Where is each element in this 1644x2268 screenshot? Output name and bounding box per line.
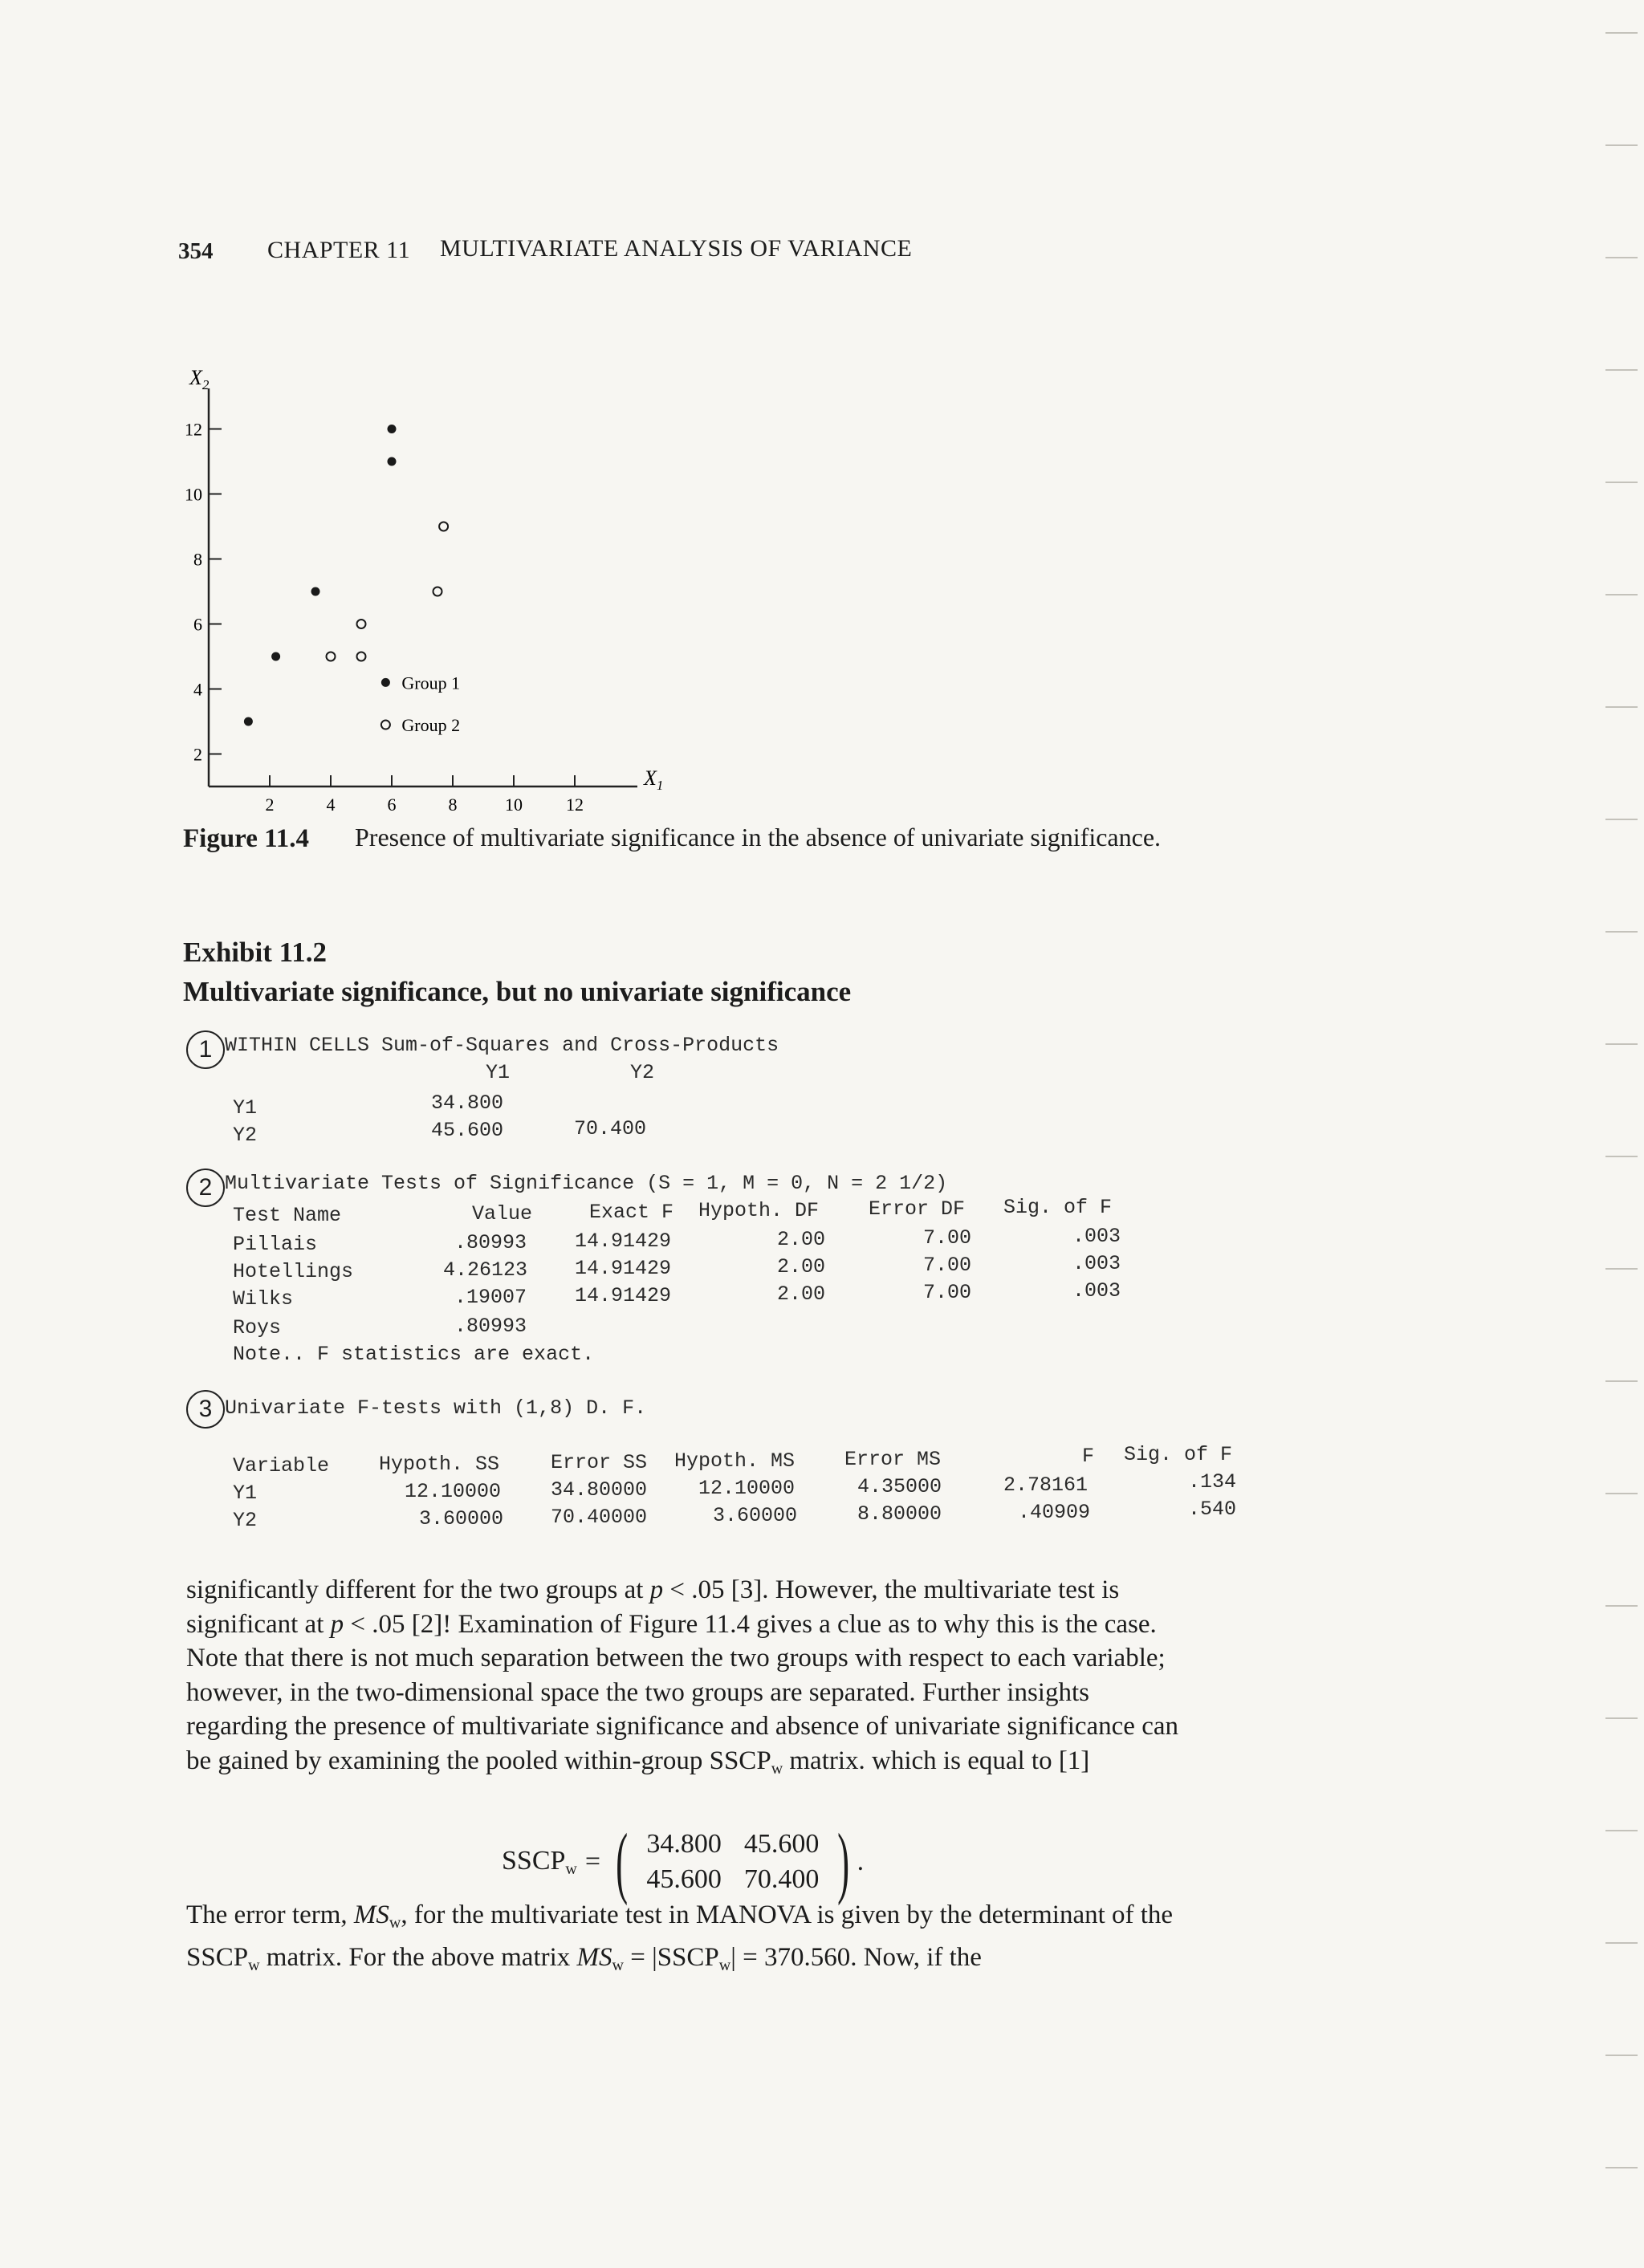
scan-edge-mark — [1605, 257, 1638, 258]
mv-cell: 7.00 — [923, 1226, 972, 1250]
subscript: w — [612, 1956, 624, 1974]
x-tick-label: 6 — [387, 795, 397, 815]
scan-edge-mark — [1605, 1717, 1638, 1719]
uv-header: Error SS — [551, 1451, 648, 1474]
ms-symbol: MS — [353, 1900, 389, 1929]
scan-edge-mark — [1605, 1942, 1638, 1944]
matrix-cell: 70.400 — [743, 1864, 820, 1894]
sscp-equation — [502, 1817, 865, 1906]
equation-period: . — [857, 1847, 865, 1876]
uv-header: Sig. of F — [1124, 1443, 1233, 1466]
body-text: < .05 [2]! Examination of Figure 11.4 gives a clue as to why this is the case. Note that there is not much separation between the two groups with respect to each variable; however, in the two-dimensional space the two groups are separated. Further insights regarding the presence of multivariate significance and absence of univariate significance can be gained by examining the pooled within-group SSCP — [186, 1609, 1179, 1775]
mv-cell: .003 — [1072, 1252, 1121, 1275]
mv-header: Value — [472, 1202, 533, 1225]
equals-sign: = — [584, 1847, 601, 1876]
sscp-cell: 45.600 — [431, 1119, 504, 1142]
mv-cell: .19007 — [454, 1286, 527, 1309]
group2-point — [357, 620, 366, 628]
subscript: w — [389, 1914, 401, 1932]
mv-cell: 7.00 — [923, 1281, 972, 1304]
body-text: matrix. which is equal to [1] — [783, 1746, 1090, 1775]
matrix-cell: 45.600 — [646, 1864, 722, 1894]
body-text: The error term, — [186, 1900, 354, 1929]
y-axis-label: $X_2$ — [189, 366, 210, 392]
uv-header: Hypoth. MS — [674, 1449, 796, 1473]
legend-group2-label: Group 2 — [401, 715, 461, 736]
scan-edge-mark — [1605, 706, 1638, 708]
body-paragraph — [186, 1573, 1186, 1786]
figure-caption: Presence of multivariate significance in the absence of univariate significance. — [355, 823, 1162, 852]
y-tick-label: 4 — [193, 679, 202, 700]
y-tick-label: 6 — [193, 614, 202, 635]
mv-cell: .80993 — [454, 1231, 527, 1254]
scan-edge-mark — [1605, 2055, 1638, 2056]
mv-header: Test Name — [233, 1204, 342, 1227]
exhibit-title: Multivariate significance, but no univariate significance — [183, 976, 852, 1007]
page-number: 354 — [178, 238, 214, 264]
group1-point — [244, 717, 253, 726]
sscp-cell: 70.400 — [574, 1117, 647, 1140]
body-text: | = 370.560. Now, if the — [730, 1942, 982, 1972]
mv-header: Exact F — [589, 1201, 674, 1224]
uv-cell: Y2 — [233, 1509, 258, 1532]
group2-point — [327, 652, 336, 661]
uv-cell: 2.78161 — [1003, 1473, 1089, 1497]
scan-edge-mark — [1605, 1830, 1638, 1831]
group1-point — [388, 425, 397, 433]
body-text: matrix. For the above matrix — [259, 1942, 577, 1972]
scan-edge-mark — [1605, 1493, 1638, 1494]
x-tick-label: 10 — [505, 795, 523, 815]
uv-cell: 8.80000 — [857, 1502, 942, 1526]
uv-header: Error MS — [844, 1448, 942, 1471]
sscp-heading: WITHIN CELLS Sum-of-Squares and Cross-Products — [225, 1034, 779, 1057]
section-marker-1: 1 — [186, 1030, 225, 1069]
mv-cell: 14.91429 — [575, 1284, 672, 1307]
scatter-plot — [144, 325, 664, 815]
running-title: MULTIVARIATE ANALYSIS OF VARIANCE — [440, 235, 913, 262]
plot-legend — [381, 673, 460, 735]
mv-cell: .003 — [1072, 1279, 1121, 1303]
mv-cell: 14.91429 — [575, 1257, 672, 1280]
sscp-row-label: Y2 — [233, 1124, 258, 1147]
uv-tests-heading: Univariate F-tests with (1,8) D. F. — [225, 1396, 647, 1420]
group1-point — [311, 587, 320, 596]
uv-header: Hypoth. SS — [379, 1453, 500, 1476]
uv-header: Variable — [233, 1454, 330, 1477]
mv-header: Error DF — [869, 1197, 966, 1221]
x-tick-label: 12 — [566, 795, 584, 815]
sscp-cell: 34.800 — [431, 1091, 504, 1115]
body-text: significantly different for the two groups at — [186, 1575, 650, 1604]
y-tick-label: 10 — [185, 484, 202, 505]
uv-cell: 12.10000 — [405, 1480, 502, 1503]
matrix-cell: 45.600 — [743, 1829, 820, 1859]
group2-point — [439, 522, 448, 531]
mv-cell: Pillais — [233, 1233, 318, 1256]
mv-cell: 2.00 — [777, 1228, 826, 1251]
group2-point — [433, 587, 442, 596]
equation-lhs-text: SSCP — [502, 1845, 566, 1876]
mv-tests-heading: Multivariate Tests of Significance (S = 1, M = 0, N = 2 1/2) — [225, 1172, 948, 1195]
scan-edge-mark — [1605, 1043, 1638, 1045]
p-symbol: p — [330, 1609, 344, 1639]
exhibit-label: Exhibit 11.2 — [183, 937, 327, 968]
scan-edge-mark — [1605, 1380, 1638, 1382]
scan-edge-mark — [1605, 931, 1638, 933]
uv-header: F — [1082, 1445, 1095, 1468]
mv-cell: 4.26123 — [443, 1258, 528, 1282]
uv-cell: .540 — [1188, 1498, 1237, 1521]
subscript: w — [248, 1956, 260, 1974]
y-tick-label: 8 — [193, 549, 202, 570]
sscp-row-label: Y1 — [233, 1096, 258, 1120]
scan-edge-mark — [1605, 1156, 1638, 1157]
uv-cell: 4.35000 — [857, 1475, 942, 1498]
legend-group2-marker — [381, 721, 390, 730]
uv-cell: .134 — [1188, 1470, 1237, 1494]
plot-ticks — [185, 420, 584, 815]
p-symbol: p — [649, 1575, 664, 1604]
uv-cell: 12.10000 — [698, 1477, 796, 1500]
mv-cell: Roys — [233, 1316, 282, 1339]
mv-note: Note.. F statistics are exact. — [233, 1343, 595, 1366]
right-paren: ) — [837, 1817, 850, 1906]
scan-edge-mark — [1605, 32, 1638, 34]
subscript: w — [771, 1759, 783, 1778]
uv-cell: 34.80000 — [551, 1478, 648, 1502]
sscp-col-header-2: Y2 — [630, 1061, 655, 1084]
group2-point — [357, 652, 366, 661]
uv-cell: 3.60000 — [713, 1504, 798, 1527]
section-marker-2: 2 — [186, 1169, 225, 1207]
scan-edge-mark — [1605, 144, 1638, 146]
scan-edge-mark — [1605, 819, 1638, 820]
mv-cell: 14.91429 — [575, 1230, 672, 1253]
scan-edge-mark — [1605, 369, 1638, 371]
x-tick-label: 2 — [265, 795, 275, 815]
mv-header: Sig. of F — [1003, 1196, 1113, 1219]
scan-edge-mark — [1605, 1605, 1638, 1607]
uv-cell: Y1 — [233, 1482, 258, 1505]
matrix-cell: 34.800 — [646, 1829, 722, 1859]
uv-cell: .40909 — [1018, 1501, 1091, 1524]
left-paren: ( — [616, 1817, 629, 1906]
subscript: w — [718, 1956, 731, 1974]
sscp-matrix — [635, 1827, 830, 1897]
mv-cell: .003 — [1072, 1225, 1121, 1248]
mv-cell: .80993 — [454, 1315, 527, 1338]
sscp-col-header-1: Y1 — [486, 1061, 511, 1084]
group1-point — [271, 652, 280, 661]
x-tick-label: 4 — [326, 795, 336, 815]
body-text: = |SSCP — [623, 1942, 719, 1972]
chapter-label: CHAPTER 11 — [267, 237, 411, 263]
x-tick-label: 8 — [448, 795, 458, 815]
mv-cell: 7.00 — [923, 1254, 972, 1277]
scan-edge-mark — [1605, 594, 1638, 595]
mv-cell: Wilks — [233, 1287, 294, 1311]
mv-cell: 2.00 — [777, 1282, 826, 1306]
scan-edge-mark — [1605, 482, 1638, 483]
legend-group1-label: Group 1 — [401, 673, 461, 693]
uv-cell: 3.60000 — [419, 1507, 504, 1530]
figure-label: Figure 11.4 — [183, 824, 310, 853]
ms-symbol: MS — [576, 1942, 612, 1972]
equation-lhs — [502, 1846, 577, 1879]
scan-edge-mark — [1605, 2167, 1638, 2168]
legend-group1-marker — [381, 678, 390, 687]
subscript: w — [565, 1860, 577, 1878]
x-axis-label: $X_1$ — [644, 766, 664, 793]
body-text: < .05 [3]. However, the multivariate test is significant at — [186, 1575, 1120, 1639]
y-tick-label: 12 — [185, 419, 202, 440]
group1-point — [388, 457, 397, 466]
section-marker-3: 3 — [186, 1390, 225, 1429]
body-text: , for the multivariate test in MANOVA is given by the determinant of the SSCP — [186, 1900, 1174, 1972]
uv-cell: 70.40000 — [551, 1506, 648, 1529]
mv-cell: 2.00 — [777, 1255, 826, 1278]
body-paragraph — [186, 1898, 1186, 1982]
scan-edge-mark — [1605, 1268, 1638, 1270]
mv-cell: Hotellings — [233, 1260, 354, 1283]
y-tick-label: 2 — [193, 744, 202, 765]
mv-header: Hypoth. DF — [698, 1199, 820, 1222]
